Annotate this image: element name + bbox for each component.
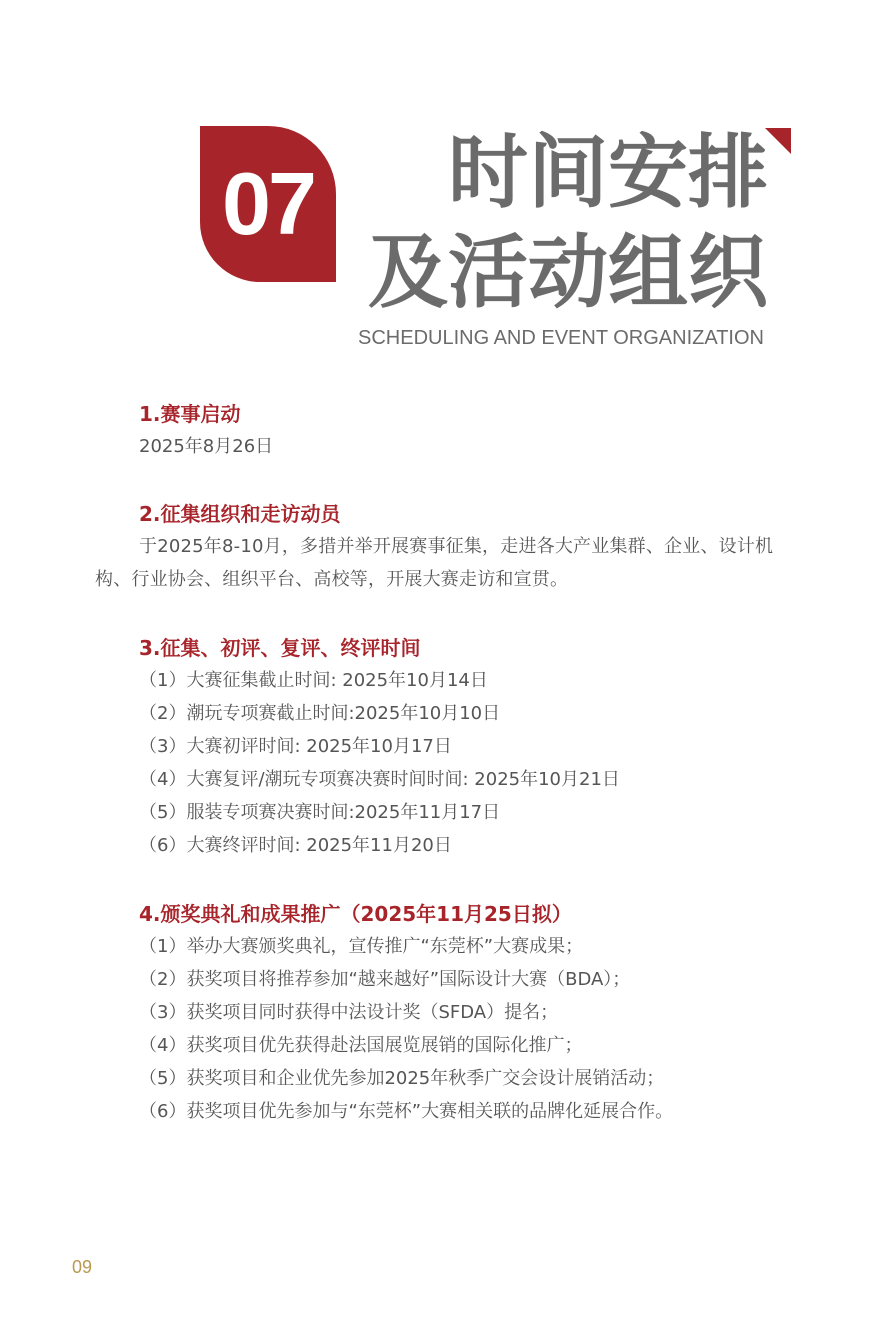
list-item: （3）获奖项目同时获得中法设计奖（SFDA）提名；: [139, 1002, 559, 1023]
list-item: （1）举办大赛颁奖典礼，宣传推广“东莞杯”大赛成果；: [139, 936, 584, 957]
list-item: （3）大赛初评时间: 2025年10月17日: [139, 736, 452, 757]
page-title-line1: 时间安排: [448, 126, 768, 219]
page-number: 09: [72, 1257, 93, 1277]
list-item: （5）服装专项赛决赛时间:2025年11月17日: [139, 802, 501, 823]
list-item: （6）大赛终评时间: 2025年11月20日: [139, 835, 452, 856]
list-item: （1）大赛征集截止时间: 2025年10月14日: [139, 670, 488, 691]
list-item: （6）获奖项目优先参加与“东莞杯”大赛相关联的品牌化延展合作。: [139, 1101, 674, 1122]
section-awards: [95, 898, 795, 1128]
list-item: （4）获奖项目优先获得赴法国展览展销的国际化推广；: [139, 1035, 583, 1056]
list-item: （4）大赛复评/潮玩专项赛决赛时间时间: 2025年10月21日: [139, 769, 620, 790]
section-launch: [95, 398, 795, 463]
section-line: 2025年8月26日: [139, 436, 274, 457]
list-item: （5）获奖项目和企业优先参加2025年秋季广交会设计展销活动；: [139, 1068, 665, 1089]
list-item: （2）潮玩专项赛截止时间:2025年10月10日: [139, 703, 501, 724]
section-collection: [95, 498, 795, 596]
corner-triangle-decoration: [765, 128, 791, 154]
list-item: （2）获奖项目将推荐参加“越来越好”国际设计大赛（BDA）；: [139, 969, 631, 990]
section-heading: 1.赛事启动: [139, 402, 241, 426]
section-heading: 2.征集组织和走访动员: [139, 502, 341, 526]
page-title-line2: 及活动组织: [368, 226, 768, 319]
chapter-number: 07: [222, 154, 314, 253]
page-subtitle: SCHEDULING AND EVENT ORGANIZATION: [358, 327, 764, 349]
section-review-schedule: [95, 632, 795, 862]
section-heading: 3.征集、初评、复评、终评时间: [139, 636, 421, 660]
section-heading: 4.颁奖典礼和成果推广（2025年11月25日拟）: [139, 902, 572, 926]
section-paragraph: 于2025年8-10月，多措并举开展赛事征集，走进各大产业集群、企业、设计机构、行业协会、组织平台、高校等，开展大赛走访和宣贯。: [95, 536, 774, 590]
